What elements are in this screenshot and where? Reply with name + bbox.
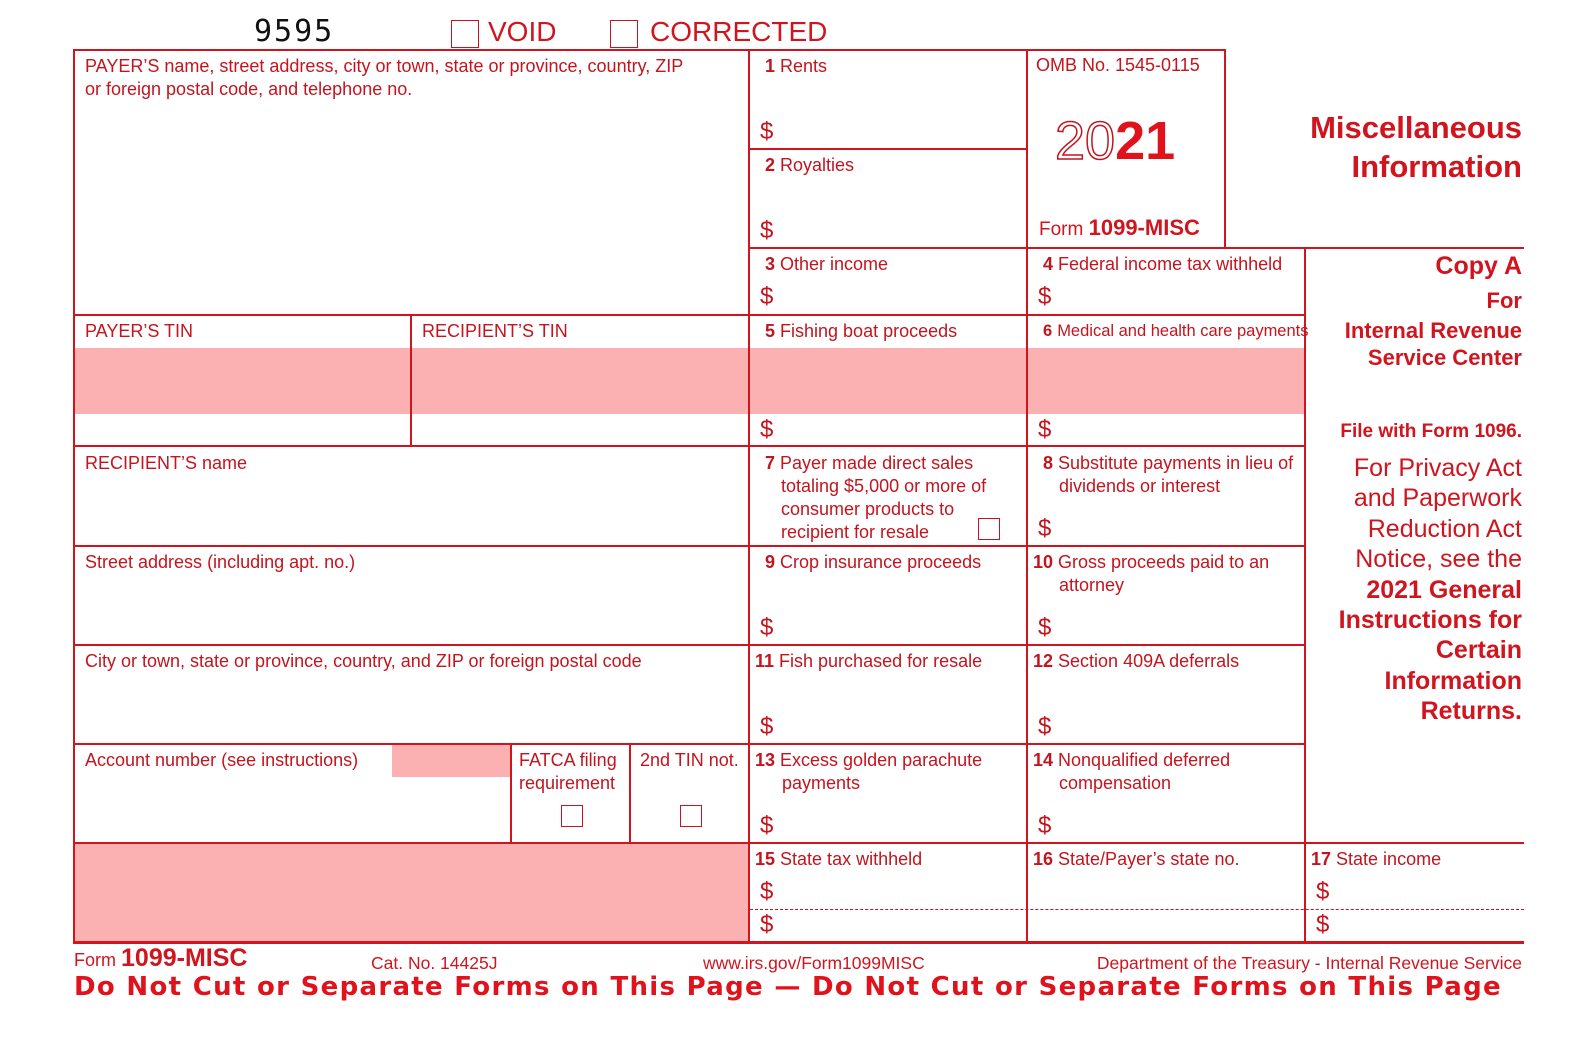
fatca-label-2: requirement — [519, 773, 616, 793]
box6-label: 6 Medical and health care payments — [1043, 322, 1309, 340]
city-field[interactable] — [76, 676, 746, 742]
box13-field[interactable] — [780, 803, 1020, 841]
box16-field-2[interactable] — [1030, 911, 1300, 940]
state-shade — [75, 844, 748, 942]
box17-dollar-2: $ — [1316, 911, 1330, 938]
box12-label: 12 Section 409A deferrals — [1033, 651, 1240, 671]
cat-number: Cat. No. 14425J — [371, 953, 498, 973]
box14-label-2: compensation — [1059, 773, 1172, 793]
recipient-tin-field[interactable] — [413, 348, 746, 444]
box17-dollar-1: $ — [1316, 878, 1330, 905]
recipient-name-label: RECIPIENT’S name — [85, 453, 248, 473]
form-code: 9595 — [254, 14, 335, 49]
copy-for-label: For — [1486, 288, 1522, 313]
box1-field[interactable] — [780, 110, 1020, 146]
account-shade — [392, 745, 510, 777]
copy-a-panel — [1302, 250, 1522, 371]
second-tin-checkbox[interactable] — [680, 805, 702, 827]
box12-field[interactable] — [1058, 704, 1298, 742]
payer-tin-field[interactable] — [76, 348, 409, 444]
box15-dollar-1: $ — [760, 878, 774, 905]
box5-dollar: $ — [760, 416, 774, 443]
form-name-header: Form 1099-MISC — [1039, 215, 1200, 240]
title-line-1: Miscellaneous — [1310, 110, 1522, 145]
payer-name-label-2: or foreign postal code, and telephone no. — [85, 79, 413, 99]
box2-label: 2 Royalties — [765, 155, 855, 175]
privacy-line-4: Notice, see the — [1355, 545, 1522, 574]
irs-line-2: Service Center — [1367, 345, 1522, 370]
box9-dollar: $ — [760, 614, 774, 641]
instructions-line-4: Information — [1384, 666, 1522, 695]
void-label: VOID — [488, 16, 557, 47]
city-label: City or town, state or province, country, and ZIP or foreign postal code — [85, 651, 642, 671]
file-with-1096: File with Form 1096. — [1340, 421, 1522, 442]
copy-a-label: Copy A — [1435, 252, 1522, 280]
box4-label: 4 Federal income tax withheld — [1043, 254, 1283, 274]
form-title — [1310, 108, 1522, 186]
account-number-field[interactable] — [76, 778, 508, 841]
street-address-label: Street address (including apt. no.) — [85, 552, 356, 572]
box7-checkbox[interactable] — [978, 518, 1000, 540]
box14-dollar: $ — [1038, 812, 1052, 839]
box9-field[interactable] — [780, 605, 1020, 643]
box5-field[interactable] — [780, 348, 1020, 444]
box4-dollar: $ — [1038, 283, 1052, 310]
payer-tin-label: PAYER’S TIN — [85, 321, 194, 341]
box3-label: 3 Other income — [765, 254, 889, 274]
tax-year: 2021 — [1055, 111, 1176, 171]
box8-dollar: $ — [1038, 515, 1052, 542]
box1-label: 1 Rents — [765, 56, 828, 76]
box8-label: 8 Substitute payments in lieu of — [1043, 453, 1294, 473]
box7-label-4: recipient for resale — [781, 522, 930, 542]
box13-dollar: $ — [760, 812, 774, 839]
box13-label: 13 Excess golden parachute — [755, 750, 983, 770]
box15-dollar-2: $ — [760, 911, 774, 938]
box16-label: 16 State/Payer’s state no. — [1033, 849, 1240, 869]
payer-name-label: PAYER’S name, street address, city or town, state or province, country, ZIP — [85, 56, 684, 76]
box12-dollar: $ — [1038, 713, 1052, 740]
box11-dollar: $ — [760, 713, 774, 740]
box17-field-2[interactable] — [1336, 911, 1520, 940]
instructions-line-1: 2021 General — [1366, 575, 1522, 604]
payer-name-field[interactable] — [76, 104, 746, 312]
void-checkbox[interactable] — [451, 20, 479, 48]
fatca-checkbox[interactable] — [561, 805, 583, 827]
account-number-label: Account number (see instructions) — [85, 750, 359, 770]
irs-url[interactable]: www.irs.gov/Form1099MISC — [703, 953, 925, 973]
box7-label-3: consumer products to — [781, 499, 955, 519]
box14-label: 14 Nonqualified deferred — [1033, 750, 1231, 770]
box7-label-2: totaling $5,000 or more of — [781, 476, 987, 496]
box11-label: 11 Fish purchased for resale — [755, 651, 983, 671]
footer-form-name: Form 1099-MISC — [74, 944, 248, 972]
box5-label: 5 Fishing boat proceeds — [765, 321, 958, 341]
box9-label: 9 Crop insurance proceeds — [765, 552, 982, 572]
privacy-line-2: and Paperwork — [1353, 484, 1522, 513]
box6-dollar: $ — [1038, 416, 1052, 443]
do-not-cut-warning: Do Not Cut or Separate Forms on This Page — Do Not Cut or Separate Forms on This Page — [74, 972, 1502, 1002]
irs-line-1: Internal Revenue — [1344, 318, 1522, 343]
box10-label: 10 Gross proceeds paid to an — [1033, 552, 1270, 572]
box2-field[interactable] — [780, 209, 1020, 245]
box6-field[interactable] — [1058, 348, 1298, 444]
box8-label-2: dividends or interest — [1059, 476, 1221, 496]
box15-label: 15 State tax withheld — [755, 849, 923, 869]
box4-field[interactable] — [1058, 280, 1298, 312]
instructions-line-5: Returns. — [1420, 697, 1522, 726]
box3-dollar: $ — [760, 283, 774, 310]
recipient-tin-label: RECIPIENT’S TIN — [422, 321, 568, 341]
corrected-label: CORRECTED — [650, 16, 828, 47]
privacy-line-3: Reduction Act — [1367, 514, 1522, 543]
box15-field-1[interactable] — [780, 876, 1020, 907]
box1-dollar: $ — [760, 118, 774, 145]
box7-label: 7 Payer made direct sales — [765, 453, 974, 473]
instructions-line-2: Instructions for — [1338, 606, 1522, 635]
box10-label-2: attorney — [1059, 575, 1125, 595]
box10-field[interactable] — [1058, 605, 1298, 643]
box17-label: 17 State income — [1311, 849, 1442, 869]
privacy-line-1: For Privacy Act — [1353, 454, 1522, 482]
second-tin-label: 2nd TIN not. — [640, 750, 739, 770]
recipient-name-field[interactable] — [76, 478, 746, 544]
box16-field-1[interactable] — [1030, 876, 1300, 907]
street-address-field[interactable] — [76, 577, 746, 643]
box3-field[interactable] — [780, 280, 1020, 312]
instructions-line-3: Certain — [1435, 636, 1522, 665]
box8-field[interactable] — [1058, 506, 1298, 544]
box11-field[interactable] — [780, 704, 1020, 742]
privacy-notice — [1292, 453, 1522, 727]
title-line-2: Information — [1351, 149, 1522, 184]
omb-number: OMB No. 1545-0115 — [1036, 55, 1200, 75]
box14-field[interactable] — [1058, 803, 1298, 841]
department-label: Department of the Treasury - Internal Revenue Service — [1096, 953, 1522, 973]
box17-field-1[interactable] — [1336, 876, 1520, 907]
box2-dollar: $ — [760, 217, 774, 244]
fatca-label: FATCA filing — [519, 750, 617, 770]
box13-label-2: payments — [782, 773, 861, 793]
box10-dollar: $ — [1038, 614, 1052, 641]
box15-field-2[interactable] — [780, 911, 1020, 940]
corrected-checkbox[interactable] — [610, 20, 638, 48]
